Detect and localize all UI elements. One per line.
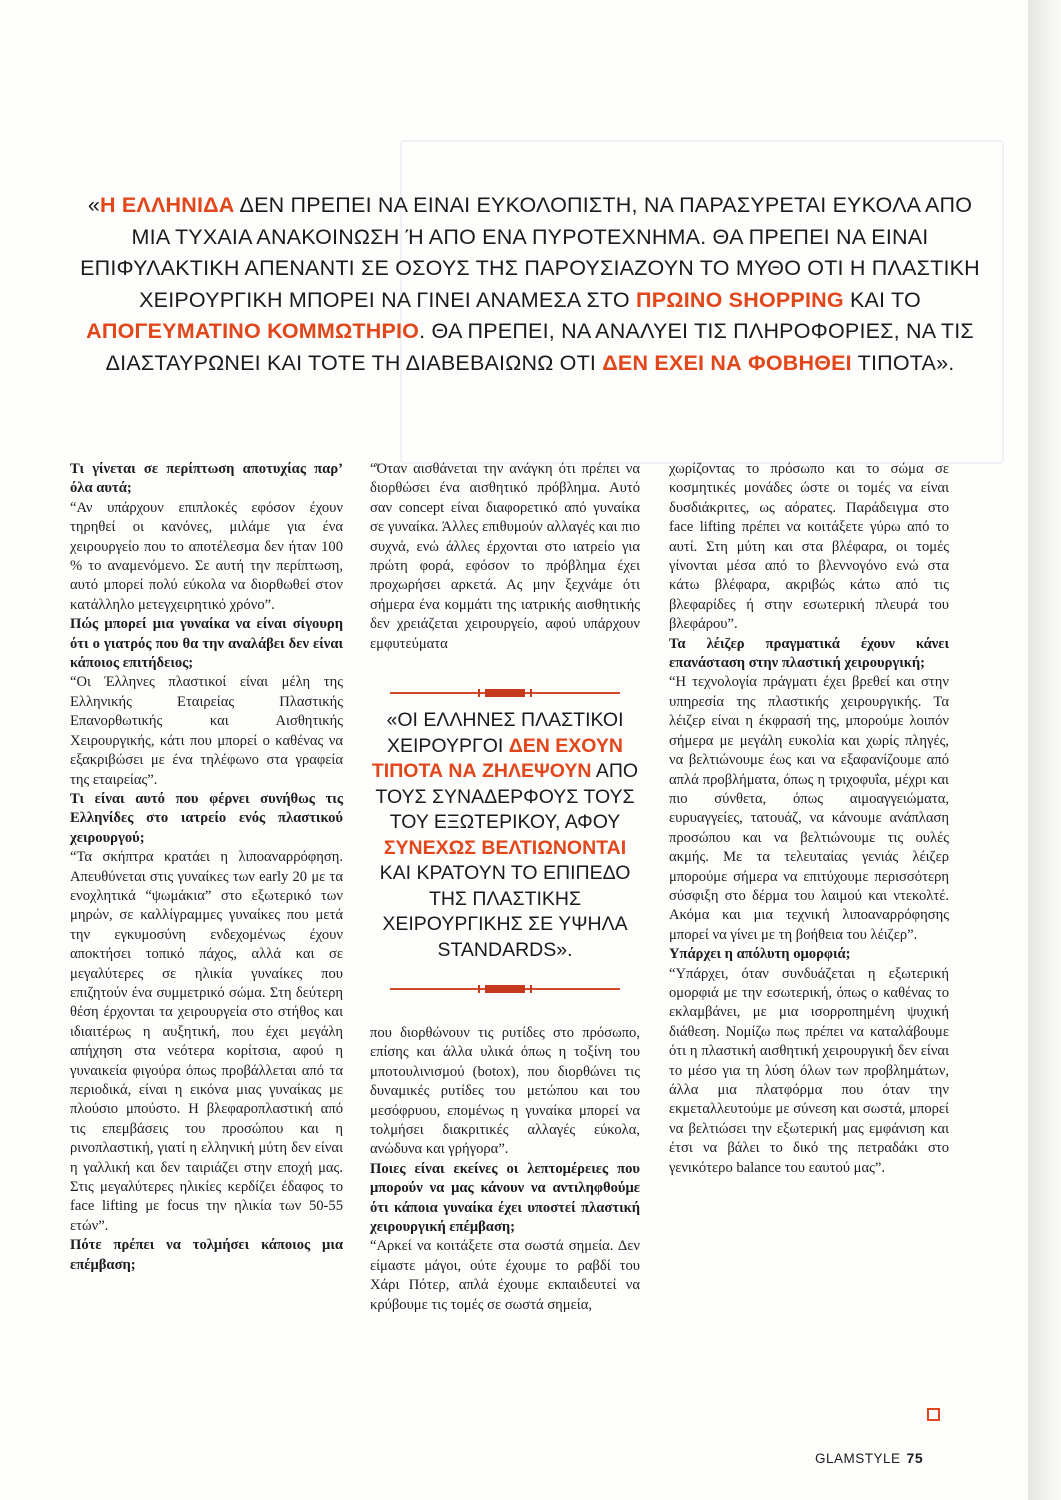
highlighted-phrase: ΠΡΩΙΝΟ SHOPPING xyxy=(635,287,844,312)
interview-question: Ποιες είναι εκείνες οι λεπτομέρειες που μπορούν να μας κάνουν να αντιληφθούμε ότι κάποια γυναίκα έχει υποστεί πλαστική χειρουργική επέμβαση; xyxy=(370,1160,640,1236)
interview-question: Τα λέιζερ πραγματικά έχουν κάνει επανάσταση στην πλαστική χειρουργική; xyxy=(669,635,949,672)
interview-question: Υπάρχει η απόλυτη ομορφιά; xyxy=(669,946,851,963)
interview-question: Τι είναι αυτό που φέρνει συνήθως τις Ελληνίδες στο ιατρείο ενός πλαστικού χειρουργού; xyxy=(70,790,343,846)
interview-answer: “Η τεχνολογία πράγματι έχει βρεθεί και στην υπηρεσία της πλαστικής χειρουργικής. Τα λέιζερ είναι η έκφρασή της, μπορούμε λοιπόν σήμερα με μεγάλη ευκολία και χωρίς πληγές, να βελτιώνουμε έως και να εξαφανίζουμε από απλά προβλήματα, όπως η τριχοφυΐα, μέχρι και πιο σύνθετα, όπως αιμοαγγειώματα, ευρυαγγείες, τατουάζ, να κάνουμε ανάπλαση προσώπου και να βελτιώνουμε τις ουλές ακμής. Με τα τελευταίας γενιάς λέιζερ μπορούμε σήμερα να επιτύχουμε περισσότερη σύσφιξη στο δέρμα του λαιμού και ντεκολτέ. Ακόμα και μια τεχνική λιποαναρρόφησης μπορεί να γίνει με τη βοήθεια του λέιζερ”. xyxy=(669,674,949,943)
rule-ornament xyxy=(485,689,525,697)
mid-pullquote-box xyxy=(370,688,640,1018)
highlighted-phrase: ΑΠΟΓΕΥΜΑΤΙΝΟ ΚΟΜΜΩΤΗΡΙΟ xyxy=(86,319,420,343)
interview-answer: “Αν υπάρχουν επιπλοκές εφόσον έχουν τηρηθεί οι κανόνες, μιλάμε για ένα χειρουργείο που το αποτέλεσμα δεν ήταν 100 % το αναμενόμενο. Σε αυτή την περίπτωση, αυτό μπορεί πολύ εύκολα να διορθωθεί στον κατάλληλο μετεγχειρητικό χρόνο”. xyxy=(70,499,343,613)
page-edge-shadow xyxy=(1028,0,1061,1500)
rule-ornament xyxy=(485,985,525,993)
end-mark-icon xyxy=(927,1408,940,1421)
quote-text: «ΟΙ ΕΛΛΗΝΕΣ ΠΛΑΣΤΙΚΟΙ ΧΕΙΡΟΥΡΓΟΙ xyxy=(386,709,624,757)
quote-text: . ΘΑ ΠΡΕΠΕΙ, ΝΑ ΑΝΑΛΥΕΙ ΤΙΣ ΠΛΗΡΟΦΟΡΙΕΣ, ΝΑ ΤΙΣ ΔΙΑΣΤΑΥΡΩΝΕΙ ΚΑΙ ΤΟΤΕ ΤΗ ΔΙΑΒΕΒΑΙΩΝΩ ΟΤΙ xyxy=(105,319,974,375)
page-footer xyxy=(815,1450,923,1466)
quote-text: ΔΕΝ ΠΡΕΠΕΙ ΝΑ ΕΙΝΑΙ ΕΥΚΟΛΟΠΙΣΤΗ, ΝΑ ΠΑΡΑΣΥΡΕΤΑΙ ΕΥΚΟΛΑ ΑΠΟ ΜΙΑ ΤΥΧΑΙΑ ΑΝΑΚΟΙΝΩΣΗ Ή ΑΠΟ ΕΝΑ ΠΥΡΟΤΕΧΝΗΜΑ. ΘΑ ΠΡΕΠΕΙ ΝΑ ΕΙΝΑΙ ΕΠΙΦΥΛΑΚΤΙΚΗ ΑΠΕΝΑΝΤΙ ΣΕ ΟΣΟΥΣ ΤΗΣ ΠΑΡΟΥΣΙΑΖΟΥΝ ΤΟ ΜΥΘΟ ΟΤΙ Η ΠΛΑΣΤΙΚΗ ΧΕΙΡΟΥΡΓΙΚΗ ΜΠΟΡΕΙ ΝΑ ΓΙΝΕΙ ΑΝΑΜΕΣΑ ΣΤΟ xyxy=(80,193,980,312)
article-column-3 xyxy=(669,460,949,1178)
highlighted-phrase: ΔΕΝ ΕΧΕΙ ΝΑ ΦΟΒΗΘΕΙ xyxy=(602,350,852,375)
interview-answer: “Αρκεί να κοιτάξετε στα σωστά σημεία. Δεν είμαστε μάγοι, ούτε έχουμε το ραβδί του Χάρι Πότερ, απλά έχουμε εκπαιδευτεί να κρύβουμε τις τομές σε σωστά σημεία, xyxy=(370,1238,640,1313)
highlighted-phrase: ΣΥΝΕΧΩΣ ΒΕΛΤΙΩΝΟΝΤΑΙ xyxy=(383,836,627,859)
highlighted-phrase: ΔΕΝ ΕΧΟΥΝ ΤΙΠΟΤΑ ΝΑ ΖΗΛΕΨΟΥΝ xyxy=(371,734,623,782)
interview-question: Πότε πρέπει να τολμήσει κάποιος μια επέμβαση; xyxy=(70,1237,343,1273)
quote-text: ΑΠΟ ΤΟΥΣ ΣΥΝΑΔΕΡΦΟΥΣ ΤΟΥΣ ΤΟΥ ΕΞΩΤΕΡΙΚΟΥ, ΑΦΟΥ xyxy=(375,760,639,833)
pullquote-bottom-rule xyxy=(390,988,620,990)
rule-tick xyxy=(478,689,480,697)
quote-text: « xyxy=(87,193,100,217)
top-pullquote xyxy=(70,190,990,379)
interview-answer: “Όταν αισθάνεται την ανάγκη ότι πρέπει να διορθώσει ένα αισθητικό πρόβλημα. Αυτό σαν concept είναι διαφορετικό από γυναίκα σε γυναίκα. Άλλες επιθυμούν αλλαγές και πιο συχνά, ενώ άλλες έρχονται στο ιατρείο για πρώτη φορά, εφόσον το πρόβλημα έχει προχωρήσει αρκετά. Ας μην ξεχνάμε ότι σήμερα ένα κομμάτι της ιατρικής αισθητικής δεν χρειάζεται χειρουργείο, αφού υπάρχουν εμφυτεύματα xyxy=(370,461,640,652)
quote-text: ΚΑΙ ΚΡΑΤΟΥΝ ΤΟ ΕΠΙΠΕΔΟ ΤΗΣ ΠΛΑΣΤΙΚΗΣ ΧΕΙΡΟΥΡΓΙΚΗΣ ΣΕ ΥΨΗΛΑ STANDARDS». xyxy=(379,862,631,961)
rule-tick xyxy=(530,985,532,993)
article-column-2 xyxy=(370,460,640,654)
rule-tick xyxy=(478,985,480,993)
quote-text: ΤΙΠΟΤΑ». xyxy=(851,350,955,375)
mid-pullquote-text xyxy=(370,708,640,963)
interview-answer: “Τα σκήπτρα κρατάει η λιποαναρρόφηση. Απευθύνεται στις γυναίκες των early 20 με τα ενοχλητικά “ψωμάκια” στο εξωτερικό των μηρών, σε καλλίγραμμες γυναίκες που μετά την εγκυμοσύνη ενδεχομένως έχουν αποκτήσει τοπικό πάχος, αλλά και σε μεγαλύτερες σε ηλικία γυναίκες που επιζητούν ένα συμμετρικό σώμα. Στη δεύτερη θέση έρχονται τα χειρουργεία στο στήθος και ιδιαιτέρως η αυξητική, που έχει μεγάλη απήχηση στα νεότερα κορίτσια, αφού η γυναικεία φιγούρα όπως προβάλλεται από τα περιοδικά, είναι η εικόνα μιας γυναίκας με πλούσιο μπούστο. Η βλεφαροπλαστική από τις επεμβάσεις του προσώπου και η ρινοπλαστική, γιατί η ελληνική μύτη δεν είναι η γαλλική και δεν ταιριάζει στην εποχή μας. Στις μεγαλύτερες ηλικίες κερδίζει έδαφος το face lifting με focus την ηλικία των 50-55 ετών”. xyxy=(70,849,343,1234)
interview-answer: που διορθώνουν τις ρυτίδες στο πρόσωπο, επίσης και άλλα υλικά όπως η τοξίνη του μποτουλινισμού (botox), που διορθώνει τις δυναμικές ρυτίδες του μετώπου και του μεσόφρυου, επομένως η γυναίκα μπορεί να τολμήσει διακριτικές αλλαγές εύκολα, ανώδυνα και γρήγορα”. xyxy=(370,1025,640,1158)
interview-answer: “Οι Έλληνες πλαστικοί είναι μέλη της Ελληνικής Εταιρείας Πλαστικής Επανορθωτικής και Αισθητικής Χειρουργικής, κάτι που μπορεί ο καθένας να εξακριβώσει με ένα τηλέφωνο στα γραφεία της εταιρείας”. xyxy=(70,674,343,788)
highlighted-phrase: Η ΕΛΛΗΝΙΔΑ xyxy=(99,193,235,217)
interview-answer: “Υπάρχει, όταν συνδυάζεται η εξωτερική ομορφιά με την εσωτερική, όπως ο καθένας το εκλαμβάνει, με μια ισορροπημένη ψυχική διάθεση. Νομίζω πως πρέπει να καταλάβουμε ότι η πλαστική αισθητική χειρουργική δεν είναι το μέσο για τη λύση όλων των προβλημάτων, άλλα μια πλατφόρμα που όταν την εκμεταλλευτούμε με σύνεση και σωστά, μπορεί να βελτιώσει την εξωτερική μας εμφάνιση και έτσι να βάλει το δικό της πετραδάκι στο γενικότερο balance του εαυτού μας”. xyxy=(669,965,949,1176)
interview-question: Πώς μπορεί μια γυναίκα να είναι σίγουρη ότι ο γιατρός που θα την αναλάβει δεν είναι κάποιος επιτήδειος; xyxy=(70,616,343,672)
quote-text: ΚΑΙ ΤΟ xyxy=(843,287,921,312)
magazine-name: GLAMSTYLE xyxy=(815,1451,901,1466)
pullquote-top-rule xyxy=(390,692,620,694)
article-column-2-continued xyxy=(370,1024,640,1315)
interview-answer: χωρίζοντας το πρόσωπο και το σώμα σε κοσμητικές μονάδες ώστε οι τομές να είναι δυσδιάκριτες, ως αόρατες. Παράδειγμα στο face lifting πρέπει να κοιτάξετε γύρω από το αυτί. Στη μύτη και στα βλέφαρα, οι τομές γίνονται μέσα από το βλεννογόνο ενώ στα κάτω βλέφαρα, ακριβώς κάτω από τις βλεφαρίδες ή στην εσωτερική πλευρά του βλεφάρου”. xyxy=(669,461,949,633)
rule-tick xyxy=(530,689,532,697)
article-column-1 xyxy=(70,460,343,1275)
interview-question: Τι γίνεται σε περίπτωση αποτυχίας παρ’ όλα αυτά; xyxy=(70,461,343,497)
page-number: 75 xyxy=(906,1450,924,1466)
